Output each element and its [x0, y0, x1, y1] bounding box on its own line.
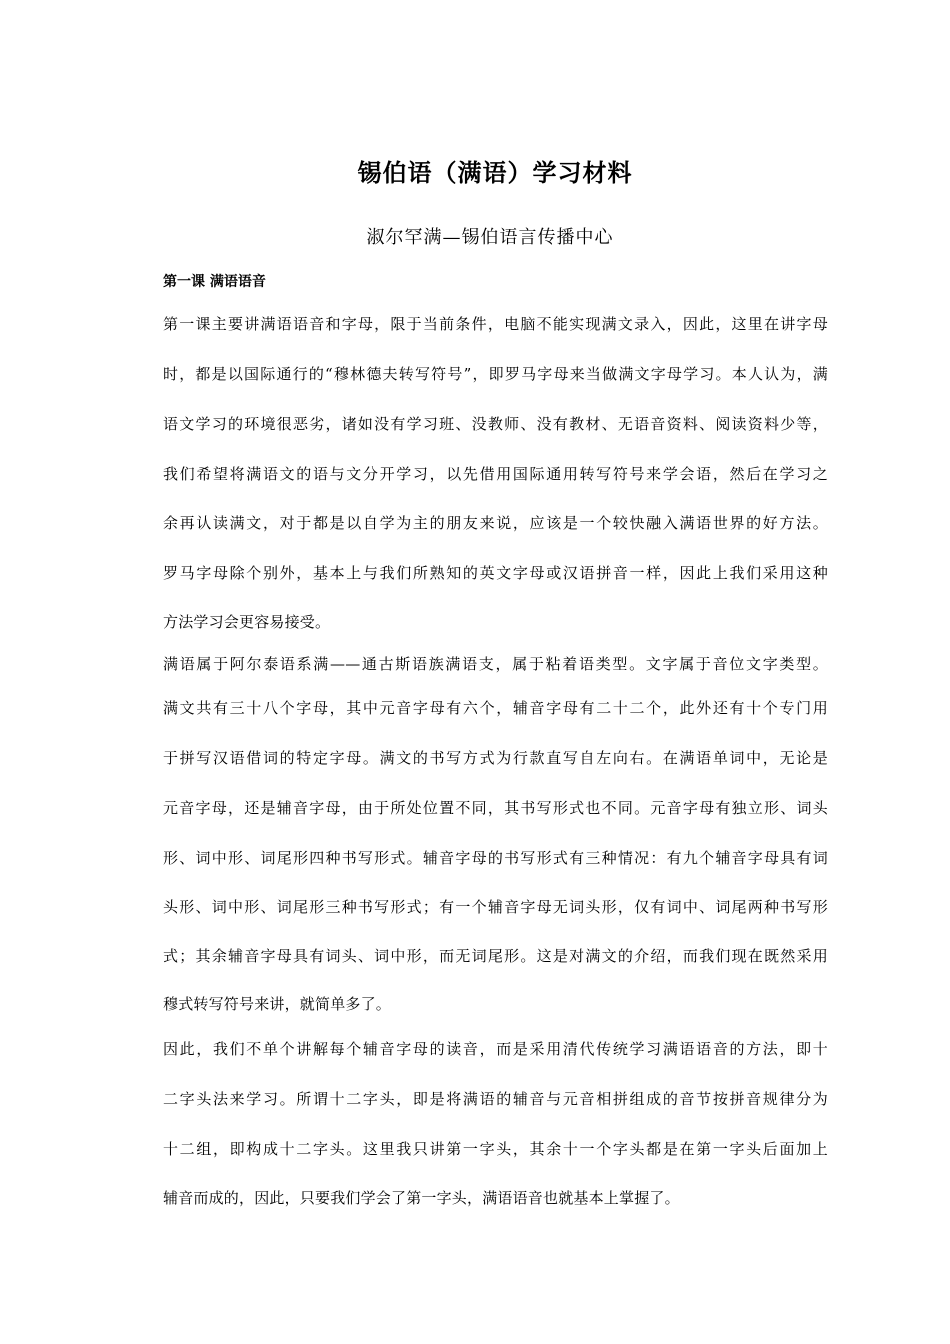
body-line: 于拼写汉语借词的特定字母。满文的书写方式为行款直写自左向右。在满语单词中，无论是 [163, 749, 828, 767]
body-line: 满语属于阿尔泰语系满——通古斯语族满语支，属于粘着语类型。文字属于音位文字类型。 [163, 655, 828, 673]
body-line: 余再认读满文，对于都是以自学为主的朋友来说，应该是一个较快融入满语世界的好方法。 [163, 514, 828, 532]
body-line: 罗马字母除个别外，基本上与我们所熟知的英文字母或汉语拼音一样，因此上我们采用这种 [163, 564, 828, 582]
body-line: 形、词中形、词尾形四种书写形式。辅音字母的书写形式有三种情况：有九个辅音字母具有词 [163, 849, 828, 867]
body-line: 穆式转写符号来讲，就简单多了。 [163, 995, 392, 1013]
body-line: 头形、词中形、词尾形三种书写形式；有一个辅音字母无词头形，仅有词中、词尾两种书写形 [163, 898, 828, 916]
document-title: 锡伯语（满语）学习材料 [357, 159, 633, 187]
body-line: 方法学习会更容易接受。 [163, 613, 331, 631]
body-line: 因此，我们不单个讲解每个辅音字母的读音，而是采用清代传统学习满语语音的方法，即十 [163, 1040, 828, 1058]
body-line: 我们希望将满语文的语与文分开学习，以先借用国际通用转写符号来学会语，然后在学习之 [163, 465, 828, 483]
body-line: 二字头法来学习。所谓十二字头，即是将满语的辅音与元音相拼组成的音节按拼音规律分为 [163, 1090, 828, 1108]
body-line: 时，都是以国际通行的“穆林德夫转写符号”，即罗马字母来当做满文字母学习。本人认为，满 [163, 365, 828, 383]
body-line: 第一课主要讲满语语音和字母，限于当前条件，电脑不能实现满文录入，因此，这里在讲字母 [163, 315, 828, 333]
lesson-heading: 第一课 满语语音 [163, 274, 266, 290]
body-line: 语文学习的环境很恶劣，诸如没有学习班、没教师、没有教材、无语音资料、阅读资料少等， [163, 415, 828, 433]
body-line: 满文共有三十八个字母，其中元音字母有六个，辅音字母有二十二个，此外还有十个专门用 [163, 699, 828, 717]
body-line: 式；其余辅音字母具有词头、词中形，而无词尾形。这是对满文的介绍，而我们现在既然采用 [163, 947, 828, 965]
body-line: 辅音而成的，因此，只要我们学会了第一字头，满语语音也就基本上掌握了。 [163, 1189, 680, 1207]
document-subtitle: 淑尔罕满—锡伯语言传播中心 [366, 227, 614, 248]
body-line: 元音字母，还是辅音字母，由于所处位置不同，其书写形式也不同。元音字母有独立形、词头 [163, 799, 828, 817]
body-line: 十二组，即构成十二字头。这里我只讲第一字头，其余十一个字头都是在第一字头后面加上 [163, 1140, 828, 1158]
